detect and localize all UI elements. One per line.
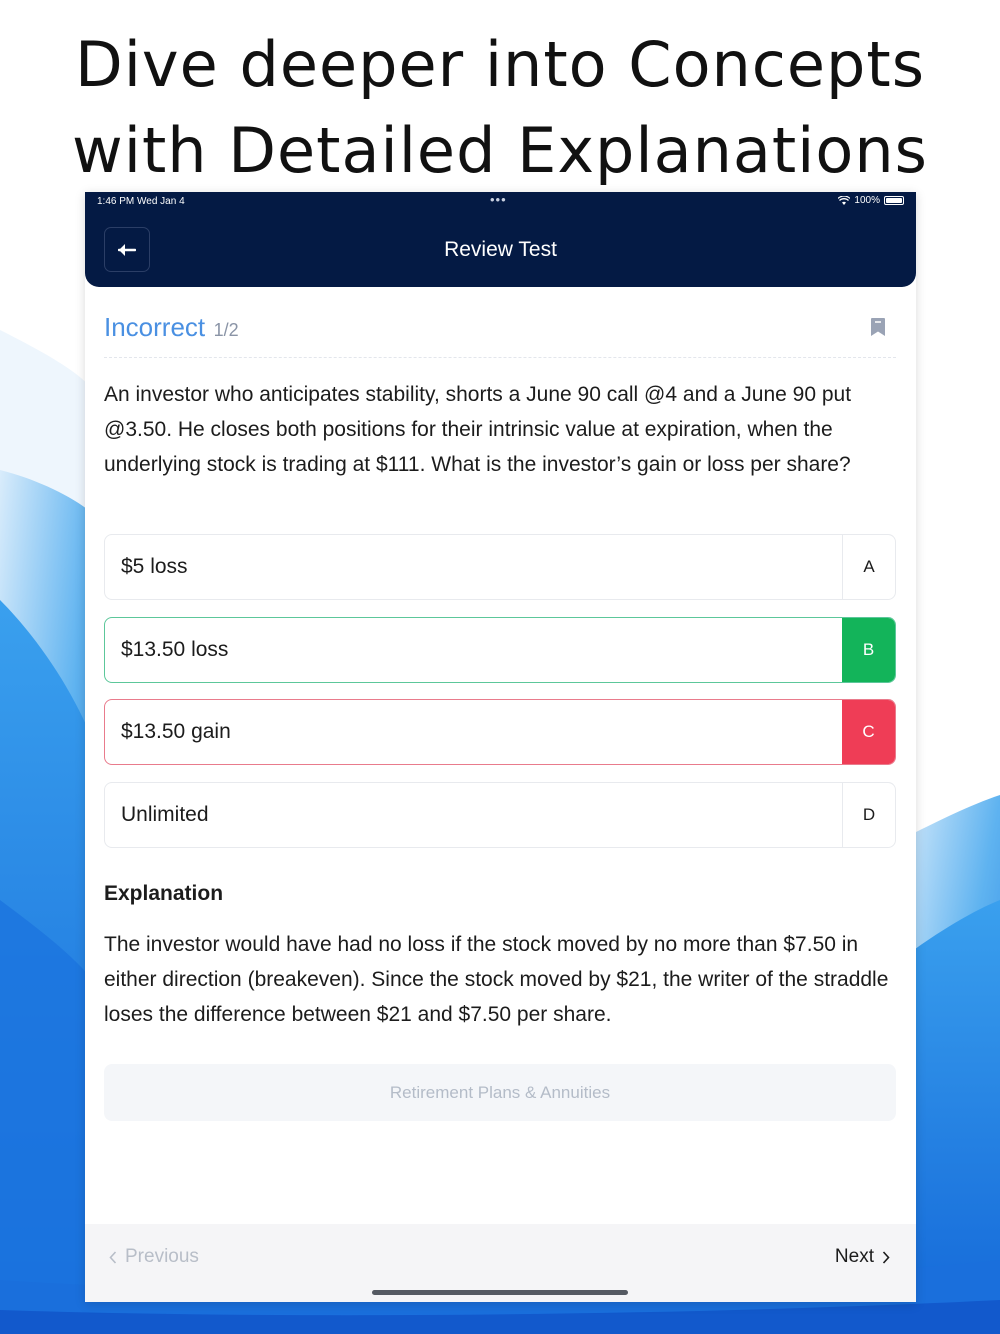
chevron-left-icon (109, 1251, 117, 1264)
explanation-heading: Explanation (104, 882, 224, 905)
result-status-row (104, 312, 896, 358)
wifi-icon (838, 196, 850, 206)
bookmark-icon[interactable] (870, 317, 886, 337)
previous-button[interactable] (109, 1246, 199, 1268)
headline-line-1: Dive deeper into Concepts (74, 28, 926, 101)
option-text: Unlimited (121, 803, 209, 826)
home-indicator[interactable] (372, 1290, 628, 1295)
next-button[interactable] (835, 1246, 890, 1268)
option-letter: D (842, 783, 895, 847)
status-time: 1:46 PM Wed Jan 4 (97, 196, 185, 207)
answer-option-a[interactable] (104, 534, 896, 600)
answer-option-b[interactable] (104, 617, 896, 683)
multitask-dots[interactable]: ••• (490, 192, 507, 207)
next-label: Next (834, 1246, 874, 1267)
question-text: An investor who anticipates stability, shorts a June 90 call @4 and a June 90 put @3.50. He closes both positions for their intrinsic value at expiration, when the underlying stock is trading at $111. What is the investor’s gain or loss per share? (104, 383, 852, 476)
previous-label: Previous (125, 1246, 199, 1267)
option-text: $13.50 gain (121, 720, 231, 743)
result-label: Incorrect (104, 312, 206, 342)
option-letter: A (842, 535, 895, 599)
status-indicators (838, 195, 904, 206)
marketing-headline (0, 22, 1000, 194)
tablet-screen (85, 192, 916, 1302)
option-text: $13.50 loss (121, 638, 229, 661)
option-letter-wrong: C (842, 700, 895, 764)
app-header (85, 192, 916, 287)
answer-option-d[interactable] (104, 782, 896, 848)
page-title: Review Test (444, 238, 557, 261)
battery-icon (884, 196, 904, 205)
question-counter: 1/2 (213, 320, 239, 340)
answer-option-c[interactable] (104, 699, 896, 765)
chevron-right-icon (882, 1251, 890, 1264)
headline-line-2: with Detailed Explanations (72, 114, 928, 187)
option-text: $5 loss (121, 555, 188, 578)
option-letter-correct: B (842, 618, 895, 682)
explanation-text: The investor would have had no loss if the stock moved by no more than $7.50 in either direction (breakeven). Since the stock moved by $21, the writer of the straddle loses the difference between $21 and $7.50 per share. (104, 933, 889, 1026)
topic-tag: Retirement Plans & Annuities (104, 1064, 896, 1121)
battery-percent: 100% (854, 195, 880, 206)
